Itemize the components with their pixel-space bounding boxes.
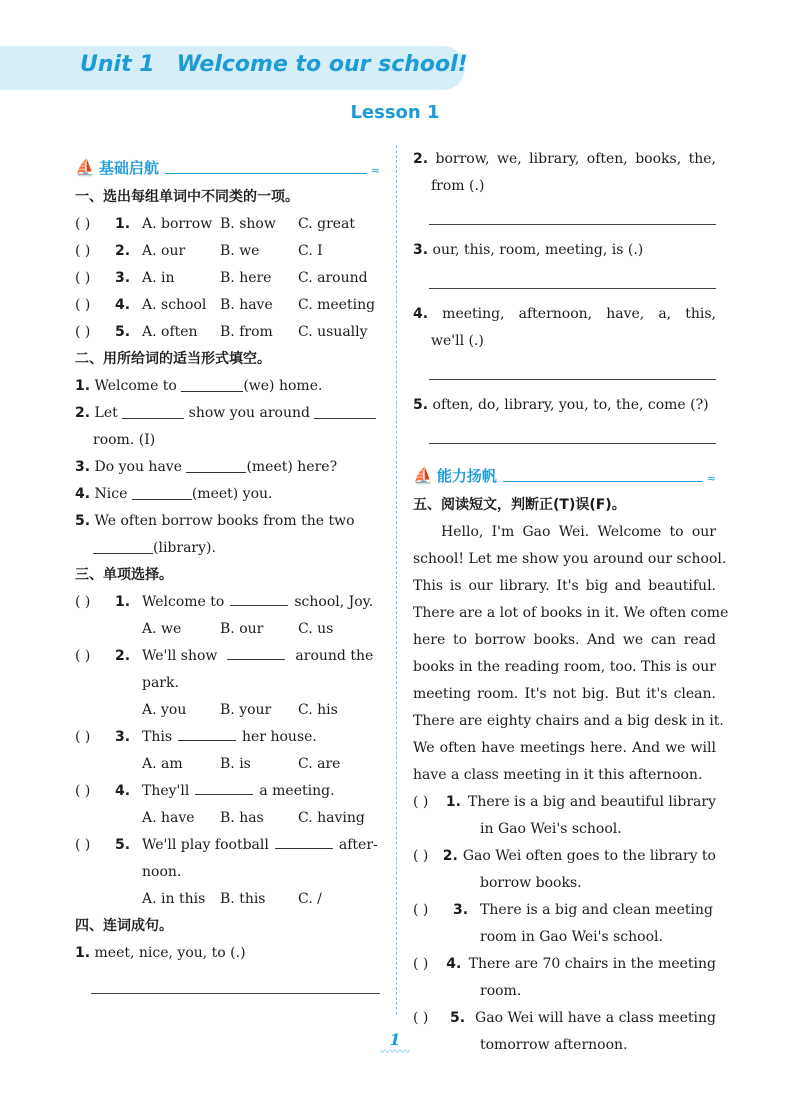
item-number: 5.	[115, 837, 131, 853]
tf-item-5-cont: tomorrow afternoon.	[480, 1037, 628, 1053]
answer-paren[interactable]: ( )	[75, 594, 91, 610]
option-c[interactable]: C. his	[298, 702, 338, 718]
option-a: A. borrow	[142, 216, 213, 232]
tf-item-4	[413, 951, 716, 978]
item-number: 1.	[75, 378, 91, 394]
question-text: show you around	[188, 405, 310, 421]
answer-paren[interactable]: ( )	[75, 324, 91, 340]
section-advanced	[413, 456, 716, 486]
option-b: B. show	[220, 216, 276, 232]
question-text: We'll play football	[142, 837, 269, 853]
question-text: a meeting.	[259, 783, 335, 799]
option-c: C. I	[298, 243, 323, 259]
answer-line[interactable]	[429, 206, 716, 225]
part3-q4-options	[75, 805, 380, 832]
option-a[interactable]: A. am	[142, 756, 183, 772]
passage-line: have a class meeting in it this afternoon.	[413, 767, 703, 783]
option-c[interactable]: C. are	[298, 756, 341, 772]
part2-q4	[75, 481, 380, 508]
question-text: Let	[94, 405, 118, 421]
passage-line: Hello, I'm Gao Wei. Welcome to our	[441, 524, 716, 540]
part3-q2-options	[75, 697, 380, 724]
option-a[interactable]: A. you	[142, 702, 187, 718]
tf-item-3	[413, 897, 716, 924]
part2-q2-cont: room. (I)	[93, 432, 156, 448]
question-text: school, Joy.	[294, 594, 374, 610]
part3-q1	[75, 589, 380, 616]
item-number: 3.	[115, 729, 131, 745]
item-number: 1.	[115, 594, 131, 610]
answer-paren[interactable]: ( )	[413, 956, 429, 972]
item-number: 3.	[453, 902, 469, 918]
option-c: C. great	[298, 216, 356, 232]
answer-paren[interactable]: ( )	[75, 216, 91, 232]
question-text: around the	[295, 648, 374, 664]
page-number: 1	[389, 1030, 401, 1049]
answer-paren[interactable]: ( )	[75, 270, 91, 286]
tf-item-1	[413, 789, 716, 816]
part2-q1	[75, 373, 380, 400]
tf-item-3-cont: room in Gao Wei's school.	[480, 929, 663, 945]
part4-q4-cont: we'll (.)	[431, 333, 484, 349]
item-number: 3.	[115, 270, 131, 286]
unit-number: Unit 1	[80, 52, 155, 77]
option-b: B. have	[220, 297, 273, 313]
tf-item-2-cont: borrow books.	[480, 875, 582, 891]
part3-q4	[75, 778, 380, 805]
section-basic	[75, 148, 380, 178]
part3-q1-options	[75, 616, 380, 643]
part3-q5-cont: noon.	[142, 864, 182, 880]
question-text: This	[142, 729, 173, 745]
option-b: B. we	[220, 243, 260, 259]
answer-paren[interactable]: ( )	[75, 648, 91, 664]
part3-heading: 三、单项选择。	[75, 567, 173, 583]
answer-paren[interactable]: ( )	[413, 848, 429, 864]
section-title: 基础启航	[98, 159, 159, 177]
item-number: 5.	[413, 397, 429, 413]
option-a: A. school	[142, 297, 207, 313]
part2-q2	[75, 400, 380, 427]
part2-q5	[75, 508, 380, 535]
answer-line[interactable]	[429, 361, 716, 380]
answer-line[interactable]	[91, 975, 380, 994]
part1-item-4	[75, 292, 380, 319]
statement-text: There are 70 chairs in the meeting	[468, 956, 716, 972]
option-a: A. our	[142, 243, 186, 259]
option-a: A. in	[142, 270, 175, 286]
passage-line: here to borrow books. And we can read	[413, 632, 716, 648]
question-text: Nice	[94, 486, 128, 502]
wave-icon: ≈	[370, 164, 380, 177]
passage-line: There are a lot of books in it. We often come	[413, 605, 729, 621]
option-b[interactable]: B. your	[220, 702, 272, 718]
option-c[interactable]: C. /	[298, 891, 322, 907]
question-text: meeting, afternoon, have, a, this,	[442, 306, 716, 322]
part3-q2-cont: park.	[142, 675, 179, 691]
statement-text: Gao Wei will have a class meeting	[475, 1010, 716, 1026]
passage-line: meeting room. It's not big. But it's clean.	[413, 686, 716, 702]
answer-paren[interactable]: ( )	[75, 243, 91, 259]
part1-item-1	[75, 211, 380, 238]
answer-line[interactable]	[429, 425, 716, 444]
question-text: our, this, room, meeting, is (.)	[432, 242, 644, 258]
fill-blank[interactable]	[227, 643, 285, 660]
passage-line: There are eighty chairs and a big desk in it.	[413, 713, 724, 729]
item-number: 3.	[75, 459, 91, 475]
boat-icon: ⛵	[75, 158, 95, 177]
passage-line: books in the reading room, too. This is our	[413, 659, 716, 675]
answer-paren[interactable]: ( )	[75, 729, 91, 745]
answer-paren[interactable]: ( )	[75, 783, 91, 799]
item-number: 4.	[75, 486, 91, 502]
part4-q3	[413, 237, 716, 264]
fill-blank[interactable]	[275, 832, 333, 849]
fill-blank[interactable]	[186, 456, 246, 473]
left-column	[75, 148, 380, 1006]
passage-line: This is our library. It's big and beautiful.	[413, 578, 716, 594]
option-c: C. usually	[298, 324, 368, 340]
question-text: (we) home.	[243, 378, 323, 394]
question-text: (meet) here?	[246, 459, 338, 475]
option-c: C. meeting	[298, 297, 376, 313]
page-wave-icon: 〰〰〰	[380, 1047, 410, 1058]
part3-q3-options	[75, 751, 380, 778]
item-number: 2.	[115, 243, 131, 259]
fill-blank[interactable]	[230, 589, 288, 606]
unit-name: Welcome to our school!	[176, 52, 468, 77]
part5-heading: 五、阅读短文，判断正(T)误(F)。	[413, 497, 626, 513]
item-number: 2.	[115, 648, 131, 664]
item-number: 1.	[75, 945, 91, 961]
part2-heading: 二、用所给词的适当形式填空。	[75, 351, 271, 367]
item-number: 5.	[115, 324, 131, 340]
question-text: Do you have	[94, 459, 182, 475]
item-number: 3.	[413, 242, 429, 258]
item-number: 2.	[442, 848, 458, 864]
tf-item-1-cont: in Gao Wei's school.	[480, 821, 622, 837]
option-a[interactable]: A. we	[142, 621, 182, 637]
statement-text: There is a big and beautiful library	[467, 794, 716, 810]
tf-item-4-cont: room.	[480, 983, 522, 999]
answer-paren[interactable]: ( )	[75, 837, 91, 853]
option-b[interactable]: B. is	[220, 756, 251, 772]
tf-item-2	[413, 843, 716, 870]
item-number: 4.	[413, 306, 429, 322]
lesson-title: Lesson 1	[350, 102, 440, 123]
question-text: often, do, library, you, to, the, come (?)	[432, 397, 709, 413]
question-text: Welcome to	[142, 594, 225, 610]
true-false-items	[413, 789, 716, 1059]
sailboat-icon: ⛵	[413, 466, 433, 485]
part4-q4	[413, 301, 716, 328]
statement-text: Gao Wei often goes to the library to	[462, 848, 716, 864]
fill-blank[interactable]	[132, 483, 192, 500]
statement-text: There is a big and clean meeting	[480, 902, 713, 918]
fill-blank[interactable]	[178, 724, 236, 741]
option-b[interactable]: B. has	[220, 810, 264, 826]
fill-blank[interactable]	[314, 402, 376, 419]
item-number: 1.	[445, 794, 461, 810]
fill-blank[interactable]	[195, 778, 253, 795]
option-a[interactable]: A. have	[142, 810, 195, 826]
part3-q5	[75, 832, 380, 859]
option-a: A. often	[142, 324, 198, 340]
part2-q5-cont	[75, 535, 380, 562]
item-number: 4.	[446, 956, 462, 972]
part1-item-2	[75, 238, 380, 265]
question-text: They'll	[142, 783, 190, 799]
question-text: borrow, we, library, often, books, the,	[435, 151, 716, 167]
answer-paren[interactable]: ( )	[413, 794, 429, 810]
fill-blank[interactable]	[122, 402, 184, 419]
option-c[interactable]: C. us	[298, 621, 334, 637]
part4-q2	[413, 146, 716, 173]
item-number: 2.	[413, 151, 429, 167]
question-text: meet, nice, you, to (.)	[94, 945, 246, 961]
question-text: (library).	[153, 540, 216, 556]
option-c[interactable]: C. having	[298, 810, 365, 826]
tf-item-5	[413, 1005, 716, 1032]
wave-icon: ≈	[706, 472, 716, 485]
reading-passage	[413, 519, 729, 789]
answer-paren[interactable]: ( )	[75, 297, 91, 313]
part3-q2	[75, 643, 380, 670]
part3-q3	[75, 724, 380, 751]
option-b[interactable]: B. this	[220, 891, 266, 907]
part1-heading: 一、选出每组单词中不同类的一项。	[75, 189, 299, 205]
fill-blank[interactable]	[93, 537, 153, 554]
item-number: 4.	[115, 297, 131, 313]
page-footer	[360, 1030, 430, 1057]
answer-line[interactable]	[429, 270, 716, 289]
question-text: Welcome to	[94, 378, 177, 394]
item-number: 4.	[115, 783, 131, 799]
section-title: 能力扬帆	[436, 467, 497, 485]
part1-item-3	[75, 265, 380, 292]
fill-blank[interactable]	[181, 375, 243, 392]
option-c: C. around	[298, 270, 368, 286]
part1-item-5	[75, 319, 380, 346]
option-a[interactable]: A. in this	[142, 891, 206, 907]
section-rule	[165, 173, 367, 174]
unit-title	[80, 52, 468, 77]
part4-q5	[413, 392, 716, 419]
question-text: We'll show	[142, 648, 218, 664]
passage-line: school! Let me show you around our school.	[413, 551, 727, 567]
right-column	[413, 146, 729, 1059]
passage-line: We often have meetings here. And we will	[413, 740, 716, 756]
part4-q1	[75, 940, 380, 967]
question-text: We often borrow books from the two	[94, 513, 355, 529]
option-b: B. here	[220, 270, 272, 286]
item-number: 5.	[450, 1010, 466, 1026]
option-b: B. from	[220, 324, 273, 340]
part4-heading: 四、连词成句。	[75, 918, 173, 934]
part4-q2-cont: from (.)	[431, 178, 485, 194]
item-number: 5.	[75, 513, 91, 529]
item-number: 2.	[75, 405, 91, 421]
question-text: (meet) you.	[191, 486, 273, 502]
question-text: her house.	[242, 729, 317, 745]
section-rule	[503, 481, 703, 482]
question-text: after-	[338, 837, 378, 853]
column-divider	[396, 145, 397, 1015]
answer-paren[interactable]: ( )	[413, 1010, 429, 1026]
item-number: 1.	[115, 216, 131, 232]
part3-q5-options	[75, 886, 380, 913]
option-b[interactable]: B. our	[220, 621, 264, 637]
answer-paren[interactable]: ( )	[413, 902, 429, 918]
part2-q3	[75, 454, 380, 481]
